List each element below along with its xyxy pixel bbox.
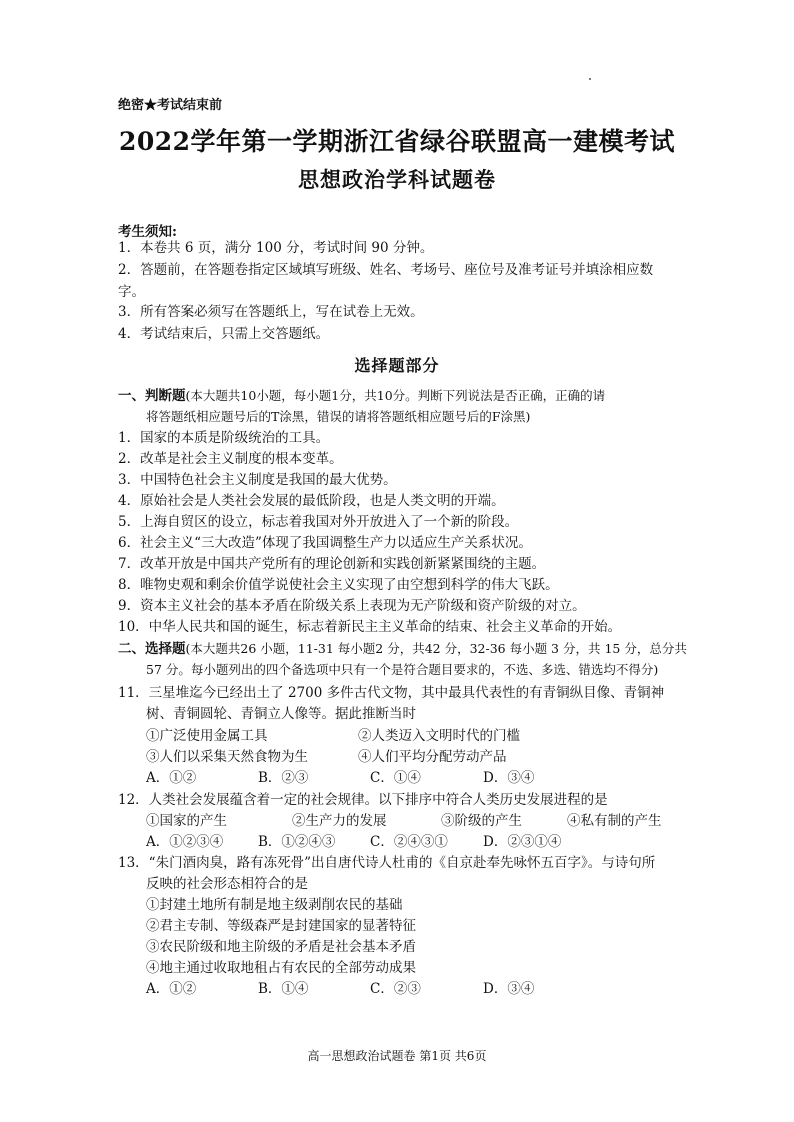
q11-choice: A．①② <box>146 770 197 786</box>
part2-note-cont: 57 分。每小题列出的四个备选项中只有一个是符合题目要求的，不选、多选、错选均不得分) <box>146 662 659 677</box>
q12-choice: C．②④③① <box>370 834 448 850</box>
q12-choice: D．②③①④ <box>483 834 562 850</box>
q11-option: ④人们平均分配劳动产品 <box>358 749 507 765</box>
q12-choice: A．①②③④ <box>146 834 224 850</box>
q12-option: ①国家的产生 <box>146 813 227 829</box>
part2-header <box>118 639 687 659</box>
part1-heading: 一、判断题 <box>118 388 186 404</box>
part2-heading: 二、选择题 <box>118 641 186 657</box>
q13-option: ③农民阶级和地主阶级的矛盾是社会基本矛盾 <box>146 939 416 955</box>
q11-stem: 11．三星堆迄今已经出土了 2700 多件古代文物，其中最具代表性的有青铜纵目像、青铜神 <box>118 685 665 701</box>
judge-item: 9．资本主义社会的基本矛盾在阶级关系上表现为无产阶级和资产阶级的对立。 <box>118 598 586 614</box>
q11-option: ②人类迈入文明时代的门槛 <box>358 728 520 744</box>
q11-option: ③人们以采集天然食物为生 <box>146 749 308 765</box>
q11-choice: C．①④ <box>370 770 421 786</box>
notice-item: 2．答题前，在答题卷指定区域填写班级、姓名、考场号、座位号及准考证号并填涂相应数 <box>118 262 654 278</box>
q12-option: ②生产力的发展 <box>292 813 387 829</box>
judge-item: 10．中华人民共和国的诞生，标志着新民主主义革命的结束、社会主义革命的开始。 <box>118 619 622 635</box>
q12-option: ④私有制的产生 <box>567 813 662 829</box>
notice-item: 3．所有答案必须写在答题纸上，写在试卷上无效。 <box>118 304 424 320</box>
confidential-label: 绝密★考试结束前 <box>118 98 223 113</box>
q11-option: ①广泛使用金属工具 <box>146 728 268 744</box>
judge-item: 3．中国特色社会主义制度是我国的最大优势。 <box>118 472 397 488</box>
notice-item: 1．本卷共 6 页，满分 100 分，考试时间 90 分钟。 <box>118 240 434 256</box>
q13-choice: B．①④ <box>258 981 309 997</box>
judge-item: 2．改革是社会主义制度的根本变革。 <box>118 451 343 467</box>
q13-choice: A．①② <box>146 981 197 997</box>
q13-choice: C．②③ <box>370 981 421 997</box>
q13-option: ④地主通过收取地租占有农民的全部劳动成果 <box>146 960 416 976</box>
part1-note: (本大题共10小题，每小题1分，共10分。判断下列说法是否正确，正确的请 <box>185 388 606 403</box>
q13-option: ①封建土地所有制是地主级剥削农民的基础 <box>146 897 403 913</box>
section-title: 选择题部分 <box>354 356 440 375</box>
judge-item: 7．改革开放是中国共产党所有的理论创新和实践创新紧紧围绕的主题。 <box>118 556 546 572</box>
part1-note-cont: 将答题纸相应题号后的T涂黑，错误的请将答题纸相应题号后的F涂黑) <box>146 409 531 424</box>
q11-stem-cont: 树、青铜圆轮、青铜立人像等。据此推断当时 <box>146 706 416 722</box>
exam-subtitle: 思想政治学科试题卷 <box>298 167 496 192</box>
scan-speck <box>589 78 591 80</box>
q13-stem: 13．“朱门酒肉臭，路有冻死骨”出自唐代诗人杜甫的《自京赴奉先咏怀五百字》。与诗句所 <box>118 855 656 871</box>
part1-header <box>118 386 605 406</box>
q12-stem: 12．人类社会发展蕴含着一定的社会规律。以下排序中符合人类历史发展进程的是 <box>118 792 608 808</box>
q11-choice: D．③④ <box>483 770 535 786</box>
exam-title: 2022学年第一学期浙江省绿谷联盟高一建模考试 <box>118 127 676 156</box>
notice-item: 字。 <box>118 284 145 300</box>
judge-item: 5．上海自贸区的设立，标志着我国对外开放进入了一个新的阶段。 <box>118 514 519 530</box>
q11-choice: B．②③ <box>258 770 309 786</box>
judge-item: 4．原始社会是人类社会发展的最低阶段，也是人类文明的开端。 <box>118 493 505 509</box>
part2-note: (本大题共26 小题，11-31 每小题2 分，共42 分，32-36 每小题 3 分，共 15 分，总分共 <box>185 641 687 656</box>
notice-item: 4．考试结束后，只需上交答题纸。 <box>118 326 330 342</box>
q13-choice: D．③④ <box>483 981 535 997</box>
q13-option: ②君主专制、等级森严是封建国家的显著特征 <box>146 918 416 934</box>
judge-item: 8．唯物史观和剩余价值学说使社会主义实现了由空想到科学的伟大飞跃。 <box>118 577 559 593</box>
notice-heading: 考生须知: <box>118 224 177 240</box>
judge-item: 1．国家的本质是阶级统治的工具。 <box>118 430 330 446</box>
judge-item: 6．社会主义“三大改造”体现了我国调整生产力以适应生产关系状况。 <box>118 535 532 551</box>
q12-choice: B．①②④③ <box>258 834 336 850</box>
q12-option: ③阶级的产生 <box>441 813 522 829</box>
q13-stem-cont: 反映的社会形态相符合的是 <box>146 876 308 892</box>
page-footer: 高一思想政治试题卷 第1页 共6页 <box>307 1049 487 1063</box>
